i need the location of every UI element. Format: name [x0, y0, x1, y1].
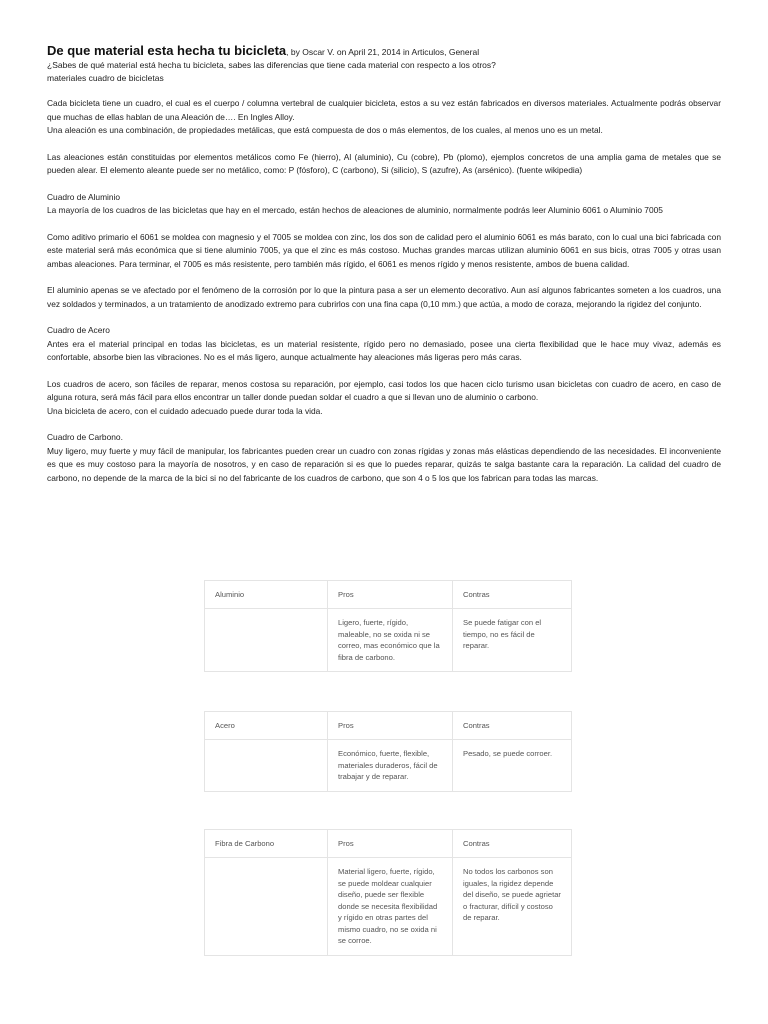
acero-paragraph: Antes era el material principal en todas las bicicletas, es un material resistente, rígido pero no demasiado, posee una cierta flexibilidad que le hace muy vivaz, además es confortable, absorbe bien las vibraciones. No es el más ligero, aunque actualmente hay aleaciones más ligeras pero más caras. — [47, 338, 721, 362]
intro-question: ¿Sabes de qué material está hecha tu bicicleta, sabes las diferencias que tiene cada material con respecto a los otros? — [47, 60, 496, 70]
table-empty-cell — [205, 609, 328, 672]
intro-paragraph: Cada bicicleta tiene un cuadro, el cual es el cuerpo / columna vertebral de cualquier bicicleta, estos a su vez están fabricados en diversos materiales. Actualmente podrás observar que muchas de ellas hablan de una Aleación de…. En Ingles Alloy. — [47, 98, 721, 122]
table-contras-cell: No todos los carbonos son iguales, la rigidez depende del diseño, se puede agrietar o fracturar, difícil y costoso de reparar. — [453, 858, 572, 956]
table-pros-cell: Económico, fuerte, flexible, materiales duraderos, fácil de trabajar y de reparar. — [328, 740, 453, 792]
intro-paragraph: Las aleaciones están constituidas por elementos metálicos como Fe (hierro), Al (aluminio), Cu (cobre), Pb (plomo), ejemplos concretos de una amplia gama de metales que se pueden alear. El elemento aleante puede ser no metálico, como: P (fósforo), C (carbono), Si (silicio), S (azufre), As (arsénico). (fuente wikipedia) — [47, 151, 721, 175]
table-pros-header: Pros — [328, 581, 453, 609]
table-contras-cell: Pesado, se puede corroer. — [453, 740, 572, 792]
table-pros-header: Pros — [328, 712, 453, 740]
title-line — [47, 44, 721, 59]
page-title: De que material esta hecha tu bicicleta — [47, 43, 287, 58]
table-contras-header: Contras — [453, 830, 572, 858]
table-material-label: Acero — [205, 712, 328, 740]
table-pros-cell: Ligero, fuerte, rígido, maleable, no se oxida ni se correo, mas económico que la fibra de carbono. — [328, 609, 453, 672]
table-material-label: Aluminio — [205, 581, 328, 609]
table-material-label: Fibra de Carbono — [205, 830, 328, 858]
aluminio-paragraph: Como aditivo primario el 6061 se moldea con magnesio y el 7005 se moldea con zinc, los dos son de calidad pero el aluminio 6061 es más barato, con lo cual una bici fabricada con este material será más económica que si tiene aluminio 7005, ya que el zinc es más costoso. Muchas grandes marcas utilizan aluminio 6061 en sus bicis, otras 7005 y otras usan ambas aleaciones. Para terminar, el 7005 es más resistente, pero también más rígido, el 6061 es menos rígido y menos resistente, ambos de buena calidad. — [47, 231, 721, 269]
table-contras-header: Contras — [453, 712, 572, 740]
table-empty-cell — [205, 858, 328, 956]
comparison-table-acero — [204, 711, 572, 792]
aluminio-paragraph: El aluminio apenas se ve afectado por el fenómeno de la corrosión por lo que la pintura pasa a ser un elemento decorativo. Aun así algunos fabricantes someten a los cuadros, una vez soldados y terminados, a un tratamiento de anodizado extremo para cubrirlos con una fina capa (0,10 mm.) que actúa, a modo de coraza, mejorando la rigidez del conjunto. — [47, 285, 721, 309]
table-pros-cell: Material ligero, fuerte, rígido, se puede moldear cualquier diseño, puede ser flexible donde se necesita flexibilidad y rígido en otras partes del mismo cuadro, no se oxida ni se corroe. — [328, 858, 453, 956]
table-pros-header: Pros — [328, 830, 453, 858]
comparison-table-carbono — [204, 829, 572, 956]
intro-paragraph: Una aleación es una combinación, de propiedades metálicas, que está compuesta de dos o más elementos, de los cuales, al menos uno es un metal. — [47, 125, 603, 135]
table-contras-cell: Se puede fatigar con el tiempo, no es fácil de reparar. — [453, 609, 572, 672]
section-heading-aluminio: Cuadro de Aluminio — [47, 191, 121, 202]
section-heading-acero: Cuadro de Acero — [47, 325, 110, 335]
acero-paragraph: Los cuadros de acero, son fáciles de reparar, menos costosa su reparación, por ejemplo, casi todos los que hacen ciclo turismo usan bicicletas con cuadro de acero, en caso de alguna rotura, será más fácil para ellos encontrar un taller donde puedan soldar el cuadro a que si llevan uno de aluminio o carbono. — [47, 378, 721, 402]
table-contras-header: Contras — [453, 581, 572, 609]
byline: , by Oscar V. on April 21, 2014 in Articulos, General — [286, 47, 480, 57]
carbono-paragraph: Muy ligero, muy fuerte y muy fácil de manipular, los fabricantes pueden crear un cuadro con zonas rígidas y zonas más elásticas dependiendo de las necesidades. El inconveniente es que es muy costoso para la mayoría de nosotros, y en caso de reparación si es que lo puedes reparar, quizás te salga bastante cara la reparación. La calidad del cuadro de carbono, no depende de la marca de la bici si no del fabricante de los cuadros de carbono, que son 4 o 5 los que los fabrican para todas las marcas. — [47, 445, 721, 483]
acero-paragraph: Una bicicleta de acero, con el cuidado adecuado puede durar toda la vida. — [47, 405, 323, 416]
comparison-table-aluminio — [204, 580, 572, 672]
article — [47, 44, 721, 485]
subtitle: materiales cuadro de bicicletas — [47, 72, 164, 83]
table-empty-cell — [205, 740, 328, 792]
section-heading-carbono: Cuadro de Carbono. — [47, 432, 123, 442]
aluminio-paragraph: La mayoría de los cuadros de las bicicletas que hay en el mercado, están hechos de aleaciones de aluminio, normalmente podrás leer Aluminio 6061 o Aluminio 7005 — [47, 205, 663, 215]
